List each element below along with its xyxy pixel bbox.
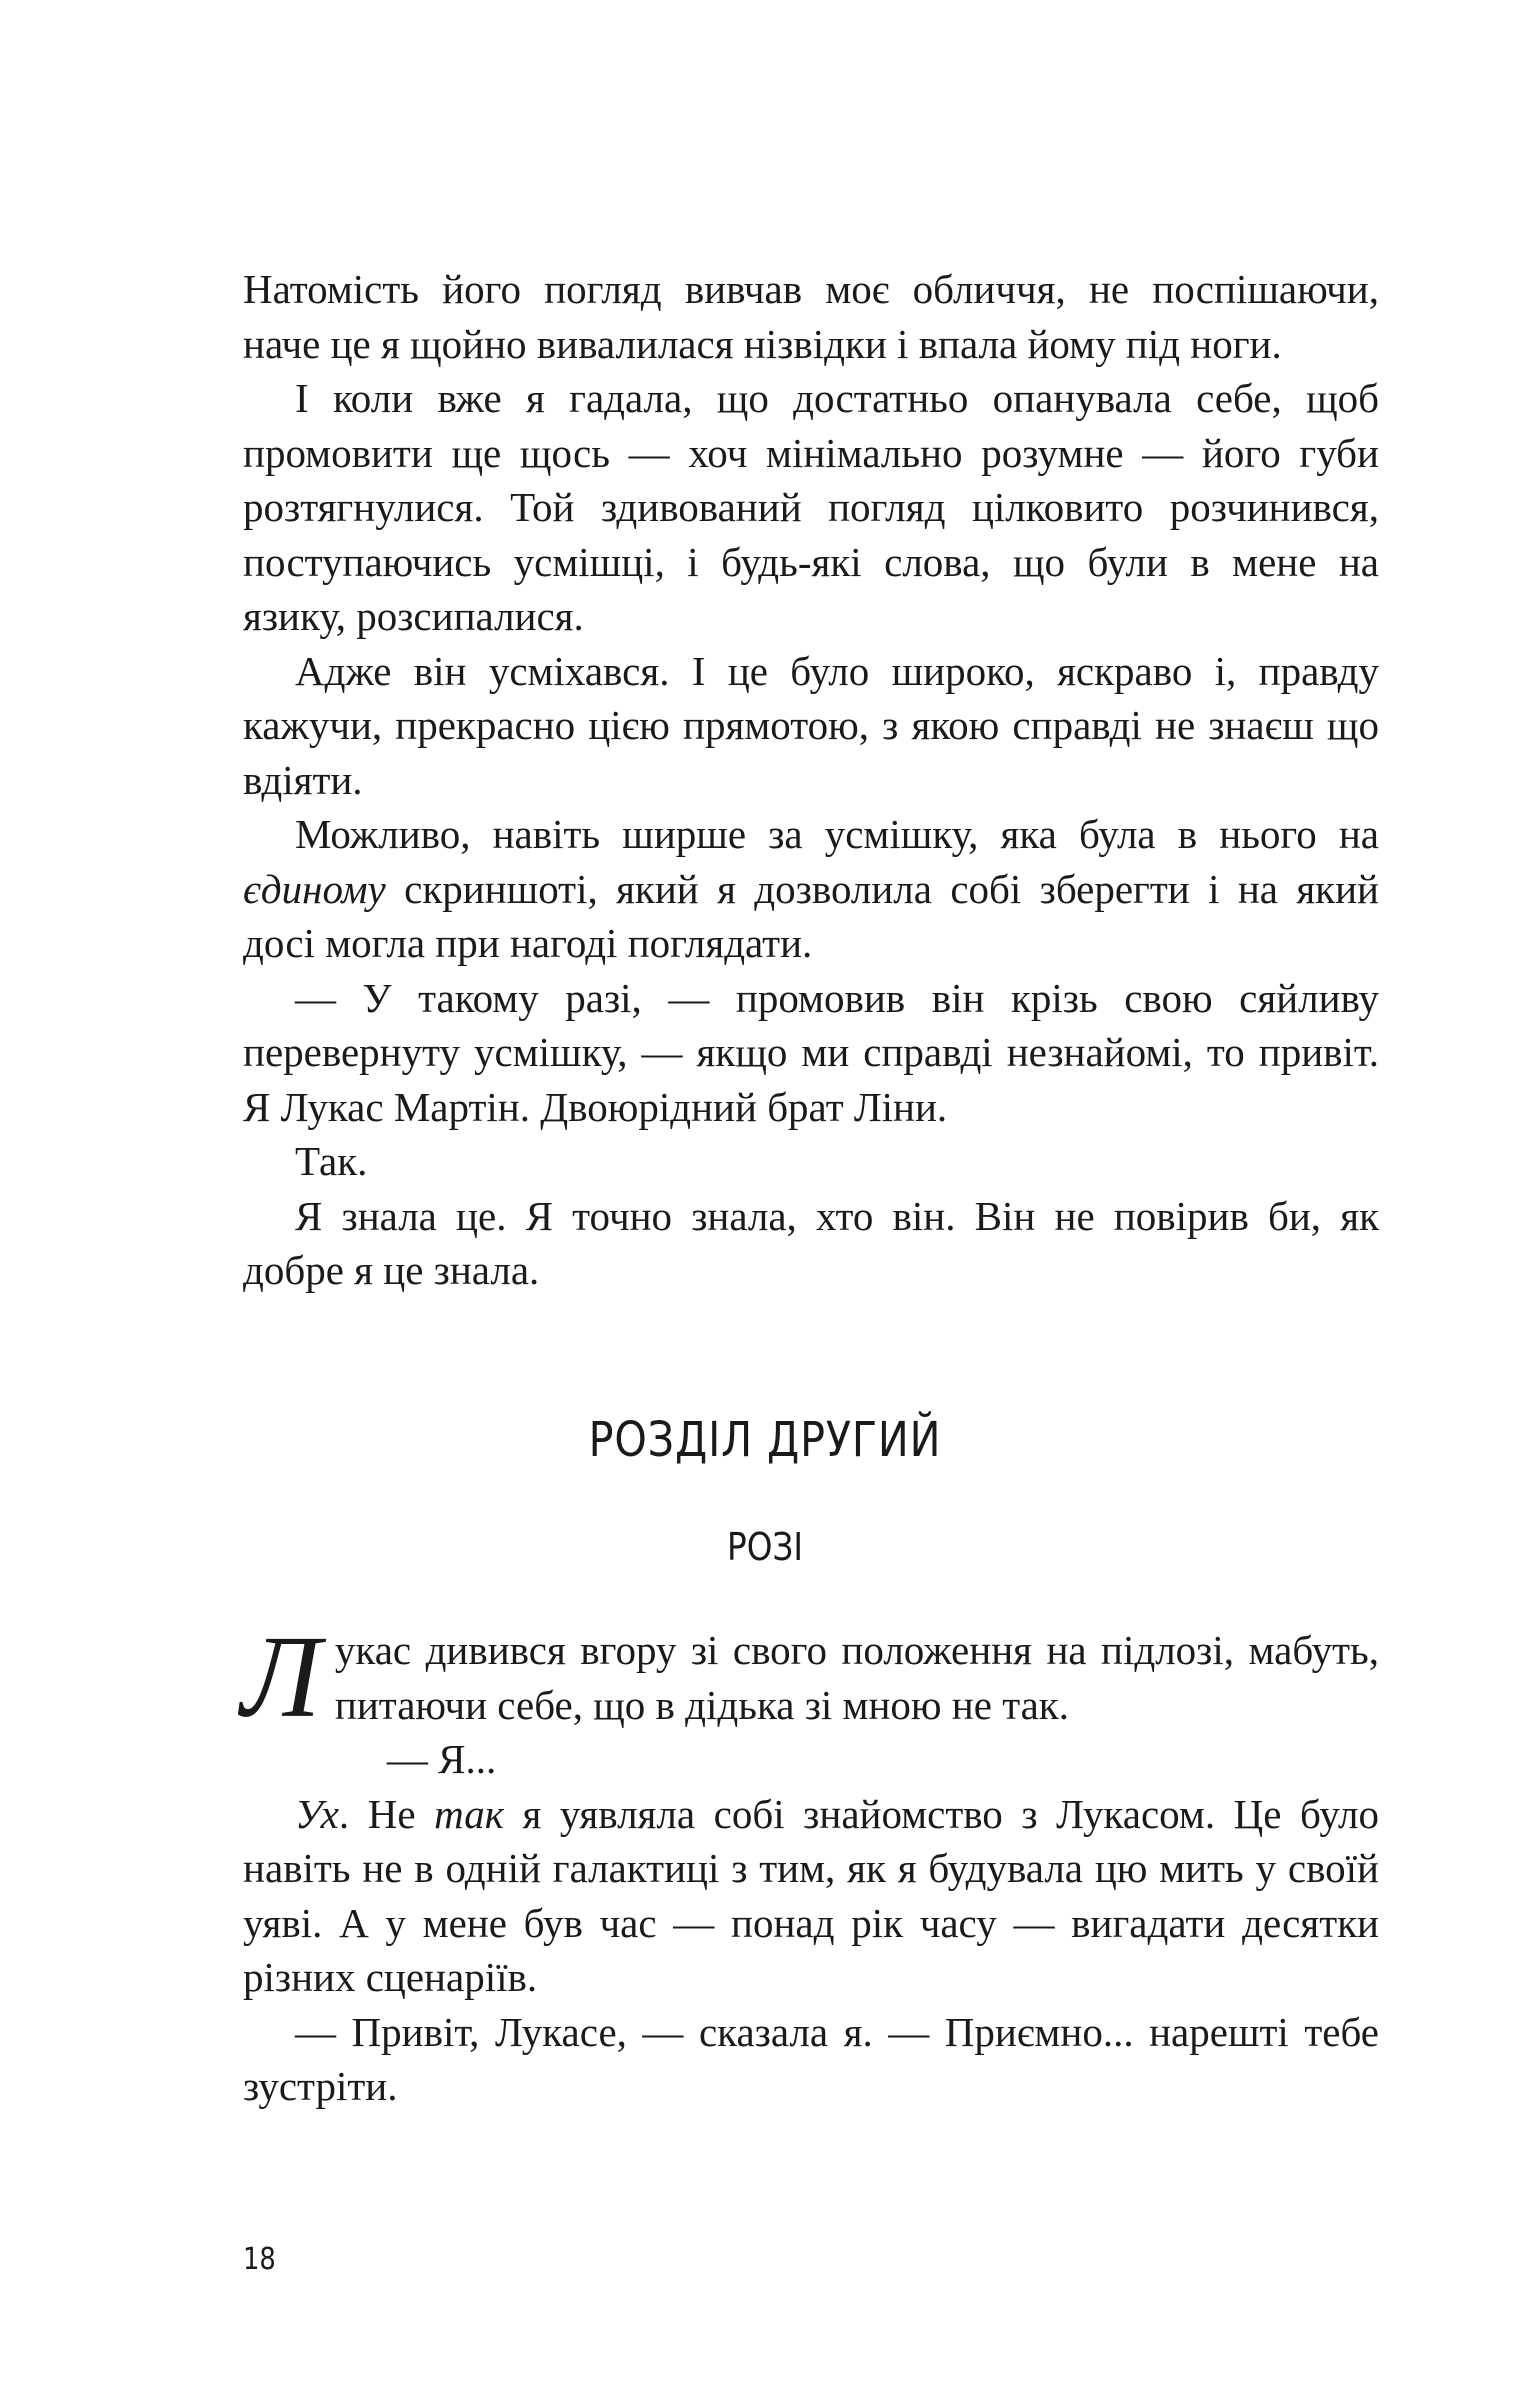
paragraph bbox=[243, 317, 1379, 372]
page-number: 18 bbox=[243, 2242, 276, 2277]
paragraph-text: Можливо, навіть ширше за усмішку, яка була в нього на bbox=[295, 811, 1379, 857]
paragraph-text: . Не bbox=[338, 1790, 435, 1837]
paragraph-text: скриншоті, який я дозволила собі зберегти і на який досі могла при нагоді поглядати. bbox=[243, 865, 1379, 966]
chapter-subtitle: РОЗІ bbox=[726, 1525, 804, 1569]
dialogue-paragraph: — Я... bbox=[386, 1736, 497, 1782]
paragraph bbox=[243, 1787, 1379, 2005]
paragraph-text: укас дивився вгору зі свого положення на підлозі, мабуть, питаючи себе, що в дідька зі мною не так. bbox=[334, 1627, 1379, 1728]
paragraph bbox=[243, 262, 1379, 317]
paragraph: Адже він усміхався. І це було широко, яскраво і, правду кажучи, прекрасно цією прямотою, з якою справді не знаєш що вдіяти. bbox=[243, 647, 1379, 803]
paragraph-line: наче це я щойно вивалилася нізвідки і впала йому під ноги. bbox=[243, 320, 1282, 367]
paragraph: І коли вже я гадала, що достатньо опанувала себе, щоб промовити ще щось — хоч мінімально розумне — його губи розтягнулися. Той здивований погляд цілковито розчинився, поступаючись усмішці, і будь-які слова, що були в мене на язику, розсипалися. bbox=[243, 375, 1379, 639]
paragraph-text: я уявляла собі знайомство з Лукасом. Це було навіть не в одній галактиці з тим, як я будувала цю мить у своїй уяві. А у мене був час — понад рік часу — вигадати десятки різних сценаріїв. bbox=[243, 1790, 1379, 2000]
opening-paragraph bbox=[241, 1611, 1379, 1742]
paragraph bbox=[243, 807, 1379, 971]
paragraph-line: Натомість його погляд вивчав моє обличчя, не поспішаючи, bbox=[243, 266, 1379, 312]
top-text-block bbox=[243, 262, 1379, 1298]
chapter-title: РОЗДІЛ ДРУГИЙ bbox=[588, 1412, 942, 1468]
paragraph: Так. bbox=[295, 1138, 368, 1184]
emphasis-text: єдиному bbox=[243, 865, 386, 912]
emphasis-text: так bbox=[434, 1790, 504, 1837]
paragraph: Я знала це. Я точно знала, хто він. Він не повірив би, як добре я це знала. bbox=[243, 1192, 1379, 1293]
drop-cap: Л bbox=[241, 1611, 321, 1742]
dialogue-paragraph: — Привіт, Лукасе, — сказала я. — Приємно... нарешті тебе зустріти. bbox=[243, 2008, 1379, 2109]
chapter-text-block bbox=[241, 1611, 1379, 2114]
dialogue-paragraph: — У такому разі, — промовив він крізь свою сяйливу перевернуту усмішку, — якщо ми справді незнайомі, то привіт. Я Лукас Мартін. Двоюрідний брат Ліни. bbox=[243, 974, 1379, 1130]
emphasis-text: Ух bbox=[295, 1790, 339, 1837]
